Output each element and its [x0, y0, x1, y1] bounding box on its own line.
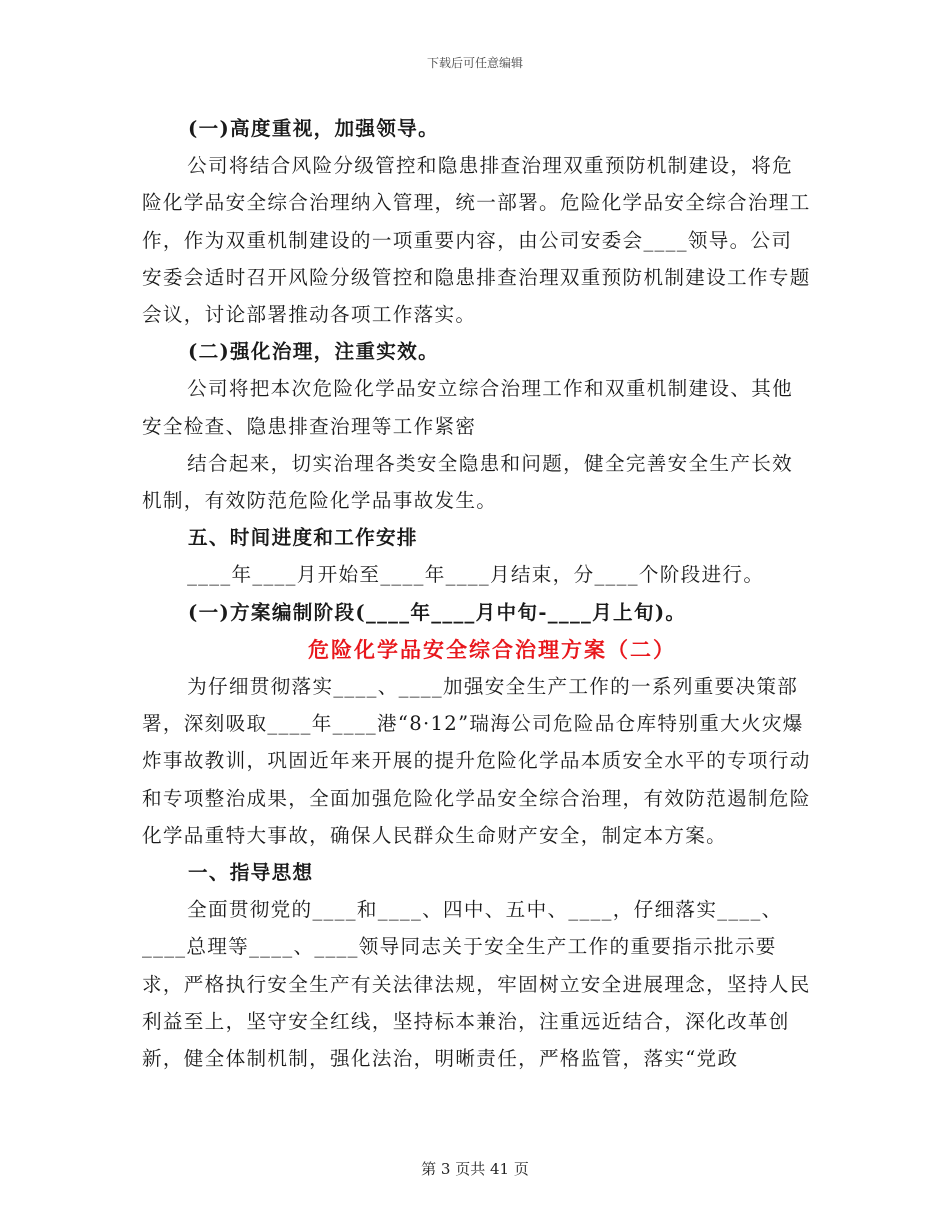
paragraph-4: ____年____月开始至____年____月结束，分____个阶段进行。	[187, 563, 765, 587]
paragraph-6: 全面贯彻党的____和____、四中、五中、____，仔细落实____、____总理等____、____领导同志关于安全生产工作的重要指示批示要求，严格执行安全生产有关法律法规，牢固树立安全进展理念，坚持人民利益至上，坚守安全红线，坚持标本兼治，注重远近结合，深化改革创新，健全体制机制，强化法治，明晰责任，严格监管，落实“党政	[142, 898, 811, 1071]
section-heading-3: 五、时间进度和工作安排	[188, 526, 418, 550]
section-heading-4: (一)方案编制阶段(____年____月中旬-____月上旬)。	[188, 600, 687, 624]
section-heading-5: 一、指导思想	[188, 861, 314, 885]
document-title: 危险化学品安全综合治理方案（二）	[308, 636, 676, 662]
page-footer: 第 3 页共 41 页	[421, 1160, 529, 1178]
paragraph-2: 公司将把本次危险化学品安立综合治理工作和双重机制建设、其他安全检查、隐患排查治理等工作紧密	[142, 377, 793, 438]
paragraph-3: 结合起来，切实治理各类安全隐患和问题，健全完善安全生产长效机制，有效防范危险化学品事故发生。	[142, 451, 793, 513]
page-header: 下载后可任意编辑	[426, 56, 523, 70]
section-heading-2: (二)强化治理，注重实效。	[188, 340, 439, 364]
document-body	[142, 110, 812, 1077]
paragraph-1: 公司将结合风险分级管控和隐患排查治理双重预防机制建设，将危险化学品安全综合治理纳入管理，统一部署。危险化学品安全综合治理工作，作为双重机制建设的一项重要内容，由公司安委会____领导。公司安委会适时召开风险分级管控和隐患排查治理双重预防机制建设工作专题会议，讨论部署推动各项工作落实。	[142, 154, 811, 327]
paragraph-5: 为仔细贯彻落实____、____加强安全生产工作的一系列重要决策部署，深刻吸取____年____港“8·12”瑞海公司危险品仓库特别重大火灾爆炸事故教训，巩固近年来开展的提升危险化学品本质安全水平的专项行动和专项整治成果，全面加强危险化学品安全综合治理，有效防范遏制危险化学品重特大事故，确保人民群众生命财产安全，制定本方案。	[142, 675, 811, 847]
section-heading-1: (一)高度重视，加强领导。	[188, 117, 439, 140]
